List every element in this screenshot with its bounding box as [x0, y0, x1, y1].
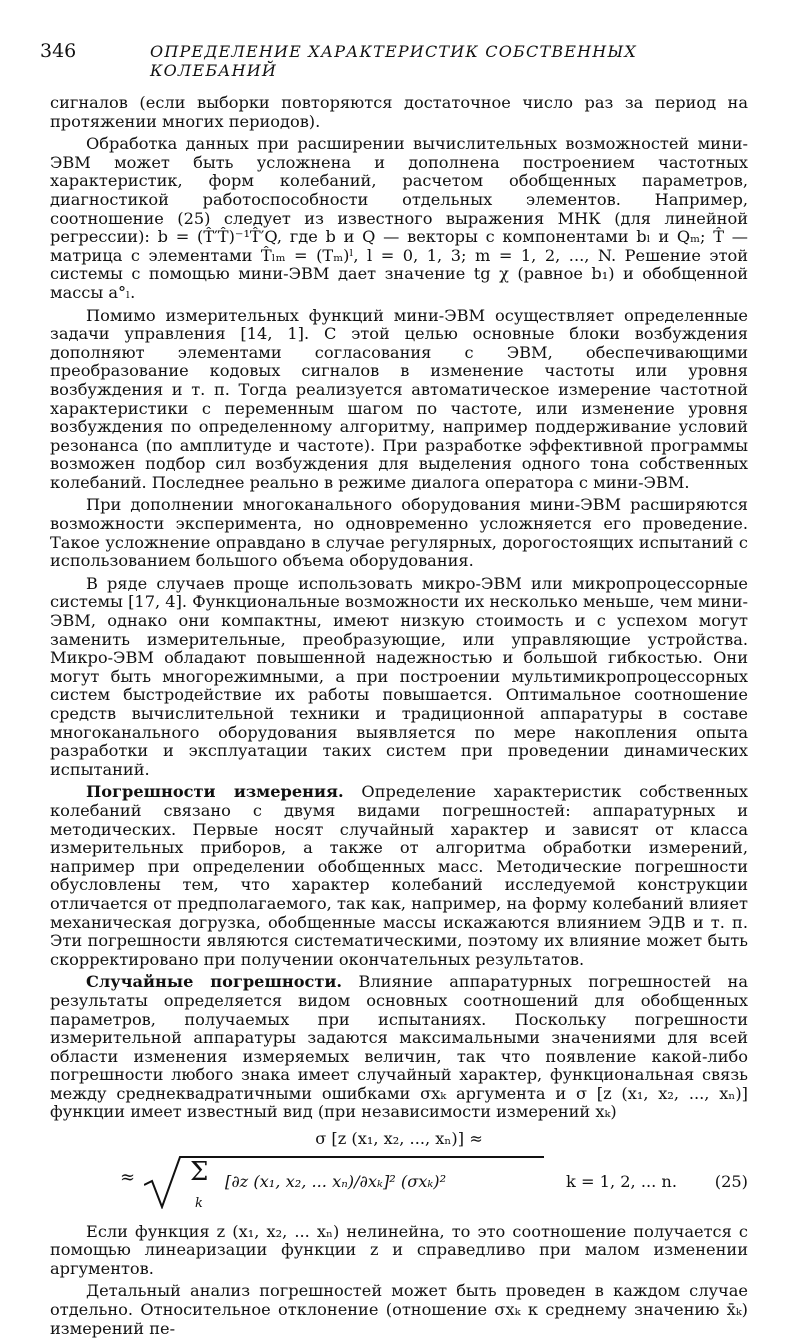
formula-top-line: σ [z (x₁, x₂, ..., xₙ)] ≈	[315, 1129, 483, 1149]
formula-25	[50, 1151, 748, 1213]
paragraph-3: Помимо измерительных функций мини-ЭВМ осуществляет определенные задачи управления [14, 1]. С этой целью основные блоки возбуждения дополняют элементами согласования с ЭВМ, обеспечивающими преобразование кодовых сигналов в изменение частоты или уровня возбуждения и т. п. Тогда реализуется автоматическое измерение частотной характеристики с переменным шагом по частоте, или изменение уровня возбуждения по определенному алгоритму, например поддерживание условий резонанса (по амплитуде и частоте). При разработке эффективной программы возможен подбор сил возбуждения для выделения одного тона собственных колебаний. Последнее реально в режиме диалога оператора с мини-ЭВМ.	[50, 305, 748, 492]
sum-symbol: Σ	[190, 1156, 209, 1187]
formula-range: k = 1, 2, ... n.	[566, 1171, 677, 1191]
paragraph-6-text: Определение характеристик собственных колебаний связано с двумя видами погрешностей: аппаратурных и методических. Первые носят случайный характер и зависят от класса измерительных приборов, а также от алгоритма обработки измерений, например при определении обобщенных масс. Методические погрешности обусловлены тем, что характер колебаний исследуемой конструкции отличается от предполагаемого, так как, например, на форму колебаний влияет механическая догрузка, обобщенные массы искажаются влиянием ЭДВ и т. п. Эти погрешности являются систематическими, поэтому их влияние может быть скорректировано при получении окончательных результатов.	[50, 782, 748, 969]
section-heading-random-errors: Случайные погрешности.	[86, 972, 343, 992]
section-heading-errors: Погрешности измерения.	[86, 782, 344, 802]
paragraph-1: сигналов (если выборки повторяются достаточное число раз за период на протяжении многих периодов).	[50, 93, 748, 131]
equation-number: (25)	[714, 1171, 748, 1191]
formula-body: [∂z (x₁, x₂, ... xₙ)/∂xₖ]² (σxₖ)²	[225, 1171, 447, 1191]
paragraph-7-text: Влияние аппаратурных погрешностей на результаты определяется видом основных соотношений для обобщенных параметров, получаемых при испытаниях. Поскольку погрешности измерительной аппаратуры задаются максимальными значениями для всей области изменения измеряемых величин, так что появление какой-либо погрешности любого знака имеет случайный характер, функциональная связь между среднеквадратичными ошибками σxₖ аргумента и σ [z (x₁, x₂, ..., xₙ)] функции имеет известный вид (при независимости измерений xₖ)	[50, 972, 748, 1122]
paragraph-8: Если функция z (x₁, x₂, ... xₙ) нелинейна, то это соотношение получается с помощью линеаризации функции z и справедливо при малом изменении аргументов.	[50, 1221, 748, 1278]
paragraph-7	[50, 973, 748, 1122]
page-body	[50, 94, 748, 1342]
page-header	[40, 40, 760, 80]
paragraph-5: В ряде случаев проще использовать микро-ЭВМ или микропроцессорные системы [17, 4]. Функциональные возможности их несколько меньше, чем мини-ЭВМ, однако они компактны, имеют низкую стоимость и с успехом могут заменить измерительные, преобразующие, или управляющие устройства. Микро-ЭВМ обладают повышенной надежностью и большой гибкостью. Они могут быть многорежимными, а при построении мультимикропроцессорных систем быстродействие их работы повышается. Оптимальное соотношение средств вычислительной техники и традиционной аппаратуры в составе многоканального оборудования выявляется по мере накопления опыта разработки и эксплуатации таких систем при проведении динамических испытаний.	[50, 573, 748, 779]
page-number: 346	[40, 40, 77, 62]
paragraph-9: Детальный анализ погрешностей может быть проведен в каждом случае отдельно. Относительное отклонение (отношение σxₖ к среднему значению x̄ₖ) измерений пе-	[50, 1281, 748, 1338]
sum-index: k	[195, 1195, 203, 1211]
paragraph-2: Обработка данных при расширении вычислительных возможностей мини-ЭВМ может быть усложнена и дополнена построением частотных характеристик, форм колебаний, расчетом обобщенных параметров, диагностикой работоспособности отдельных элементов. Например, соотношение (25) следует из известного выражения МНК (для линейной регрессии): b = (T̂′T̂)⁻¹T̂′Q, где b и Q — векторы с компонентами bₗ и Qₘ; T̂ — матрица с элементами T̂ₗₘ = (Tₘ)ˡ, l = 0, 1, 3; m = 1, 2, ..., N. Решение этой системы с помощью мини-ЭВМ дает значение tg χ (равное b₁) и обобщенной массы a°ₗ.	[50, 134, 748, 302]
paragraph-4: При дополнении многоканального оборудования мини-ЭВМ расширяются возможности эксперимента, но одновременно усложняется его проведение. Такое усложнение оправдано в случае регулярных, дорогостоящих испытаний с использованием большого объема оборудования.	[50, 495, 748, 571]
running-title: ОПРЕДЕЛЕНИЕ ХАРАКТЕРИСТИК СОБСТВЕННЫХ КОЛЕБАНИЙ	[150, 42, 637, 80]
formula-approx: ≈	[120, 1166, 136, 1188]
paragraph-6	[50, 783, 748, 969]
